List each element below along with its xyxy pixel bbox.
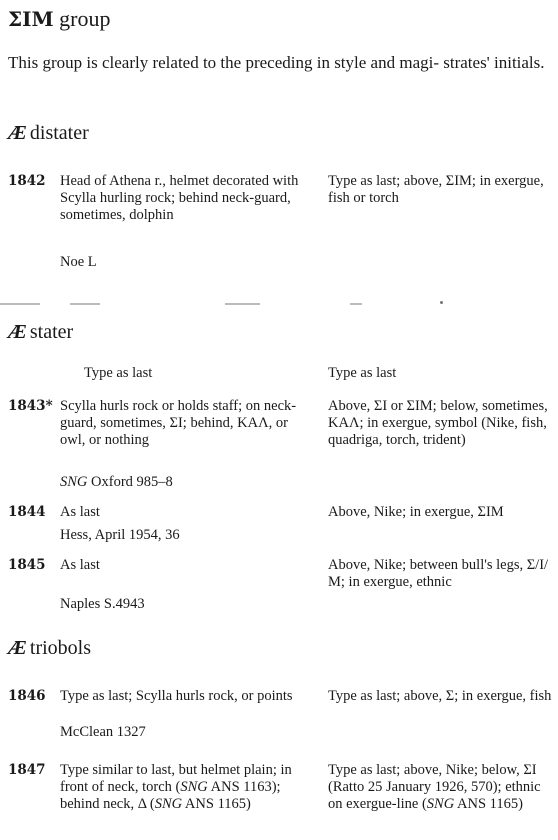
obverse-description: Scylla hurls rock or holds staff; on neck-guard, sometimes, ΣΙ; behind, ΚΑΛ, or owl, or nothing	[60, 398, 297, 448]
ar-symbol: Æ	[8, 637, 26, 659]
group-symbol: ΣΙΜ	[8, 7, 54, 31]
scan-artifact	[350, 303, 362, 305]
reference-1843: SNG Oxford 985–8	[60, 474, 173, 490]
reference-1846: McClean 1327	[60, 724, 146, 740]
entry-number: 1846	[8, 688, 46, 704]
obverse-description: As last	[60, 557, 100, 573]
reverse-description: Above, ΣΙ or ΣΙΜ; below, sometimes, ΚΑΛ; in exergue, symbol (Nike, fish, quadriga, torch, trident)	[328, 398, 548, 448]
scan-artifact	[0, 303, 40, 305]
reference-1844: Hess, April 1954, 36	[60, 527, 180, 543]
entry-number: 1842	[8, 173, 46, 189]
reverse-description: Type as last; above, Nike; below, ΣΙ (Ratto 25 January 1926, 570); ethnic on exergue-line (SNG ANS 1165)	[328, 762, 541, 812]
reverse-description: Type as last; above, Σ; in exergue, fish	[328, 688, 552, 704]
group-heading	[8, 6, 110, 32]
obverse-description: Type as last; Scylla hurls rock, or points	[60, 688, 293, 704]
section-label: distater	[29, 122, 89, 144]
section-distater	[8, 121, 89, 145]
reverse-description: Type as last; above, ΣΙΜ; in exergue, fish or torch	[328, 173, 544, 206]
obverse-description: Type similar to last, but helmet plain; in front of neck, torch (SNG ANS 1163); behind neck, Δ (SNG ANS 1165)	[60, 762, 292, 812]
entry-number: 1845	[8, 557, 46, 573]
entry-number: 1844	[8, 504, 46, 520]
ar-symbol: Æ	[8, 321, 26, 343]
group-word: group	[59, 6, 111, 31]
reverse-description: Above, Nike; in exergue, ΣΙΜ	[328, 504, 504, 520]
obverse-description: As last	[60, 504, 100, 520]
section-label: triobols	[29, 637, 92, 659]
scan-artifact	[70, 303, 100, 305]
scan-artifact	[225, 303, 260, 305]
reference-1845: Naples S.4943	[60, 596, 145, 612]
entry-number: 1847	[8, 762, 46, 778]
obverse-description: Type as last	[84, 365, 153, 381]
intro-paragraph: This group is clearly related to the preceding in style and magi- strates' initials.	[8, 53, 545, 72]
scan-artifact	[440, 301, 443, 304]
section-label: stater	[29, 321, 74, 343]
reference-1842: Noe L	[60, 254, 97, 270]
section-triobols	[8, 636, 91, 660]
ar-symbol: Æ	[8, 122, 26, 144]
entry-number: 1843*	[8, 398, 53, 414]
reverse-description: Type as last	[328, 365, 397, 381]
reverse-description: Above, Nike; between bull's legs, Σ/Ι/Μ; in exergue, ethnic	[328, 557, 549, 590]
section-stater	[8, 320, 73, 344]
obverse-description: Head of Athena r., helmet decorated with Scylla hurling rock; behind neck-guard, sometimes, dolphin	[60, 173, 299, 223]
